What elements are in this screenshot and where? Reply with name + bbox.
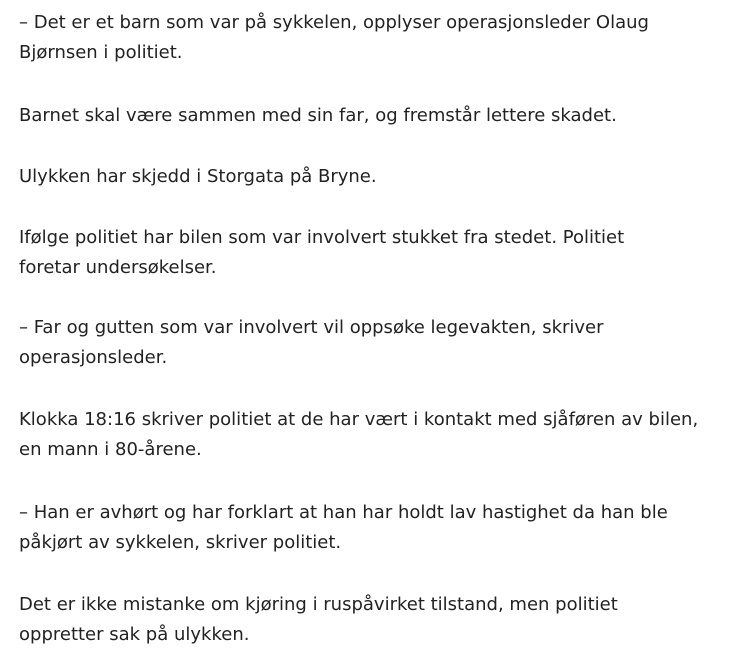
article-paragraph bbox=[19, 8, 734, 68]
article-paragraph bbox=[19, 498, 734, 558]
paragraph-line: oppretter sak på ulykken. bbox=[19, 624, 250, 645]
paragraph-line: Ifølge politiet har bilen som var involvert stukket fra stedet. Politiet bbox=[19, 227, 625, 248]
paragraph-line: Klokka 18:16 skriver politiet at de har vært i kontakt med sjåføren av bilen, bbox=[19, 409, 699, 430]
paragraph-line: Barnet skal være sammen med sin far, og fremstår lettere skadet. bbox=[19, 105, 617, 126]
paragraph-line: Det er ikke mistanke om kjøring i ruspåvirket tilstand, men politiet bbox=[19, 594, 618, 615]
paragraph-line: en mann i 80-årene. bbox=[19, 439, 202, 460]
article-paragraph bbox=[19, 313, 734, 373]
paragraph-line: – Han er avhørt og har forklart at han har holdt lav hastighet da han ble bbox=[19, 502, 668, 523]
paragraph-line: – Far og gutten som var involvert vil oppsøke legevakten, skriver bbox=[19, 317, 604, 338]
article-paragraph bbox=[19, 101, 734, 131]
article-paragraph bbox=[19, 590, 734, 650]
paragraph-line: Bjørnsen i politiet. bbox=[19, 42, 183, 63]
article-paragraph bbox=[19, 223, 734, 283]
paragraph-line: Ulykken har skjedd i Storgata på Bryne. bbox=[19, 166, 377, 187]
paragraph-line: – Det er et barn som var på sykkelen, opplyser operasjonsleder Olaug bbox=[19, 12, 649, 33]
paragraph-line: påkjørt av sykkelen, skriver politiet. bbox=[19, 532, 342, 553]
paragraph-line: operasjonsleder. bbox=[19, 347, 168, 368]
paragraph-line: foretar undersøkelser. bbox=[19, 257, 217, 278]
article-paragraph bbox=[19, 162, 734, 192]
article-paragraph bbox=[19, 405, 734, 465]
